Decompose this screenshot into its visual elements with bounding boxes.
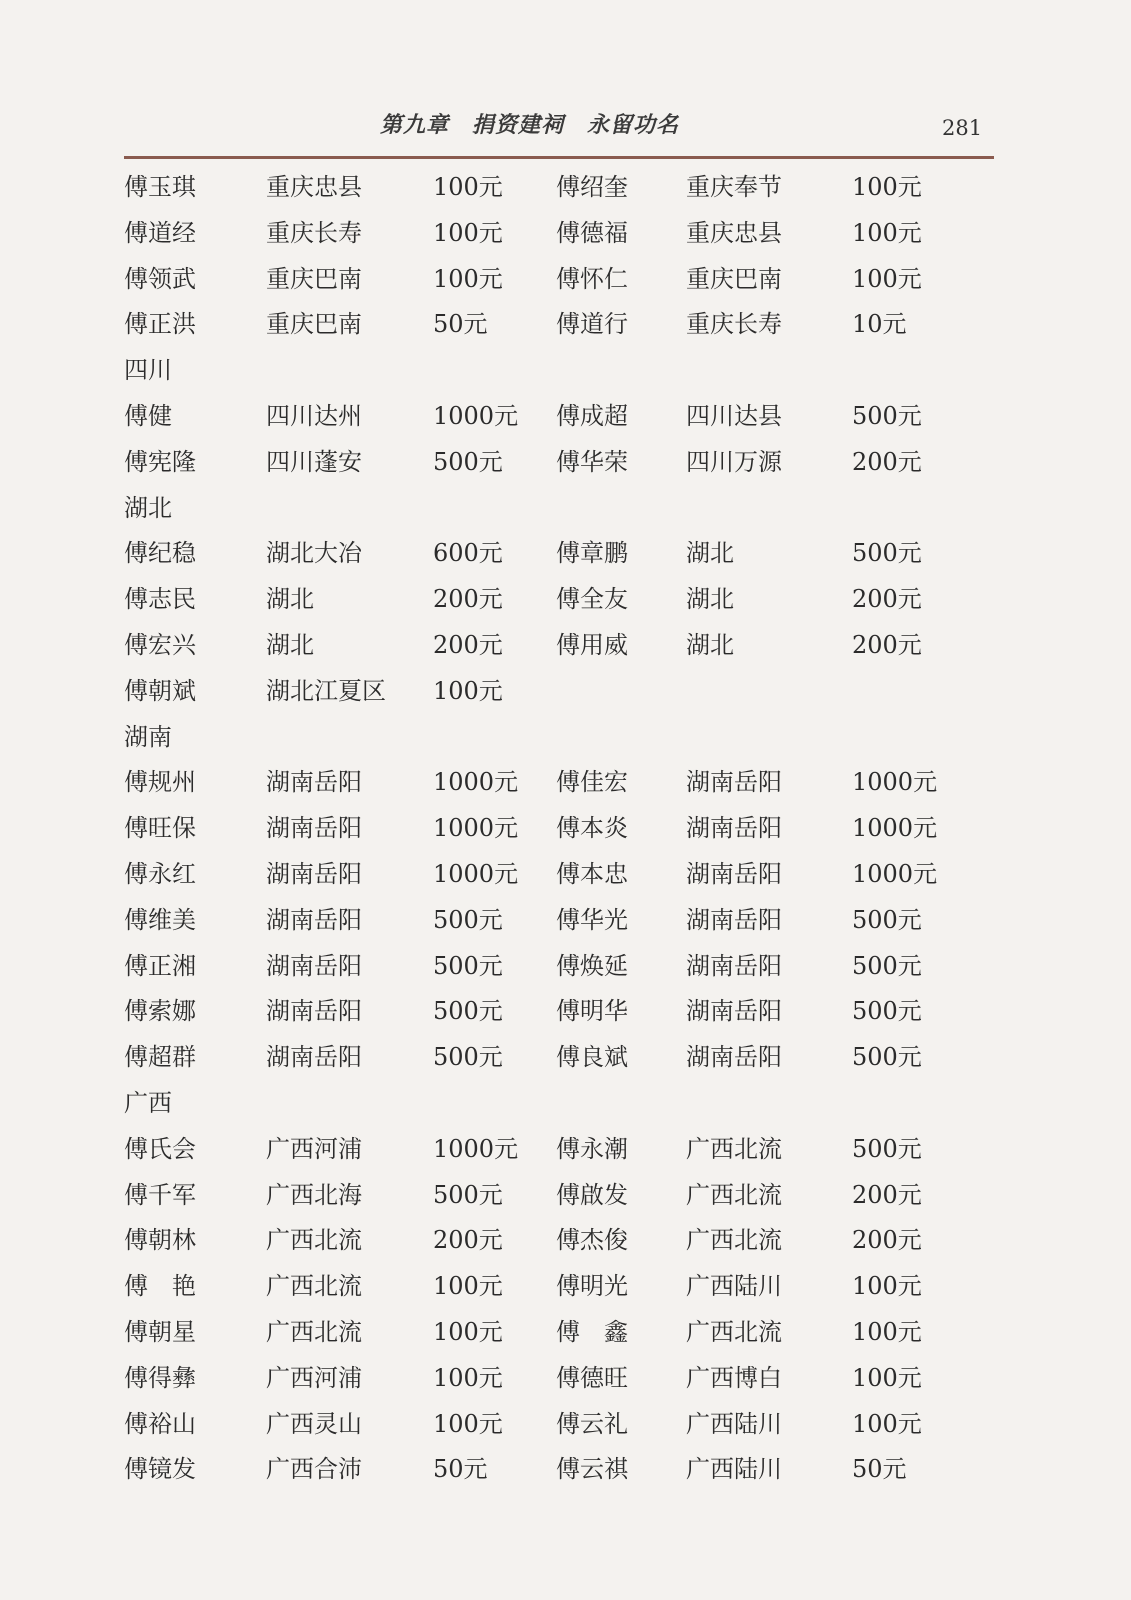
donor-name: 傅健	[124, 401, 172, 430]
donor-place: 重庆忠县	[686, 218, 782, 247]
donor-name: 傅裕山	[124, 1409, 196, 1438]
region-heading: 湖北	[124, 493, 172, 522]
donor-amount: 100元	[852, 1317, 922, 1346]
donor-amount: 100元	[433, 1272, 503, 1301]
donor-place: 四川达县	[686, 401, 782, 430]
region-heading-row	[124, 486, 984, 532]
running-header: 第九章 捐资建祠 永留功名	[380, 113, 680, 138]
page-number: 281	[942, 116, 983, 140]
donor-amount: 1000元	[433, 814, 519, 843]
donor-name: 傅宏兴	[124, 630, 196, 659]
donor-row	[124, 760, 984, 806]
donor-amount: 500元	[433, 1180, 503, 1209]
donor-place: 湖南岳阳	[686, 905, 782, 934]
donor-row	[124, 394, 984, 440]
donor-name: 傅焕延	[556, 951, 628, 980]
donor-name: 傅佳宏	[556, 768, 628, 797]
donor-row	[124, 302, 984, 348]
donor-place: 湖北	[266, 630, 314, 659]
donor-place: 广西陆川	[686, 1455, 782, 1484]
donor-amount: 200元	[433, 585, 503, 614]
donor-list	[124, 165, 984, 1493]
donor-place: 湖南岳阳	[266, 1043, 362, 1072]
donor-name: 傅得彝	[124, 1363, 196, 1392]
donor-name: 傅镜发	[124, 1455, 196, 1484]
donor-place: 湖北江夏区	[266, 676, 386, 705]
donor-amount: 500元	[433, 951, 503, 980]
header-rule	[124, 156, 994, 159]
donor-name: 傅千军	[124, 1180, 196, 1209]
donor-place: 湖南岳阳	[686, 859, 782, 888]
donor-name: 傅云礼	[556, 1409, 628, 1438]
donor-row	[124, 806, 984, 852]
donor-name: 傅纪稳	[124, 539, 196, 568]
donor-place: 广西北流	[266, 1226, 362, 1255]
donor-place: 湖北	[266, 585, 314, 614]
donor-place: 湖南岳阳	[266, 768, 362, 797]
donor-amount: 100元	[433, 1409, 503, 1438]
donor-place: 湖南岳阳	[266, 814, 362, 843]
donor-amount: 500元	[433, 997, 503, 1026]
donor-place: 重庆长寿	[686, 310, 782, 339]
donor-amount: 200元	[852, 1226, 922, 1255]
donor-place: 四川万源	[686, 447, 782, 476]
donor-place: 广西北海	[266, 1180, 362, 1209]
donor-name: 傅啟发	[556, 1180, 628, 1209]
donor-name: 傅维美	[124, 905, 196, 934]
donor-amount: 1000元	[433, 768, 519, 797]
donor-name: 傅永潮	[556, 1134, 628, 1163]
donor-name: 傅 艳	[124, 1272, 196, 1301]
donor-amount: 500元	[852, 951, 922, 980]
donor-name: 傅领武	[124, 264, 196, 293]
donor-place: 广西河浦	[266, 1363, 362, 1392]
donor-row	[124, 852, 984, 898]
donor-amount: 50元	[433, 310, 488, 339]
donor-amount: 50元	[852, 1455, 907, 1484]
donor-place: 广西陆川	[686, 1272, 782, 1301]
donor-amount: 500元	[852, 997, 922, 1026]
region-heading: 四川	[124, 356, 172, 385]
donor-amount: 200元	[852, 447, 922, 476]
donor-amount: 500元	[433, 447, 503, 476]
donor-amount: 500元	[852, 1043, 922, 1072]
donor-row	[124, 440, 984, 486]
donor-amount: 100元	[433, 264, 503, 293]
donor-amount: 500元	[852, 905, 922, 934]
donor-name: 傅用威	[556, 630, 628, 659]
donor-name: 傅旺保	[124, 814, 196, 843]
donor-place: 湖南岳阳	[686, 768, 782, 797]
donor-name: 傅朝星	[124, 1317, 196, 1346]
donor-row	[124, 1218, 984, 1264]
donor-place: 重庆长寿	[266, 218, 362, 247]
donor-name: 傅正洪	[124, 310, 196, 339]
donor-name: 傅玉琪	[124, 173, 196, 201]
donor-place: 广西北流	[266, 1272, 362, 1301]
donor-amount: 200元	[433, 630, 503, 659]
donor-row	[124, 623, 984, 669]
donor-place: 四川达州	[266, 401, 362, 430]
donor-amount: 1000元	[852, 814, 938, 843]
region-heading-row	[124, 1081, 984, 1127]
donor-amount: 50元	[433, 1455, 488, 1484]
donor-place: 湖南岳阳	[266, 997, 362, 1026]
donor-amount: 500元	[852, 401, 922, 430]
donor-amount: 200元	[852, 1180, 922, 1209]
donor-name: 傅良斌	[556, 1043, 628, 1072]
donor-place: 湖南岳阳	[266, 905, 362, 934]
donor-amount: 200元	[852, 630, 922, 659]
donor-amount: 100元	[852, 1409, 922, 1438]
donor-amount: 100元	[433, 676, 503, 705]
donor-place: 重庆奉节	[686, 173, 782, 201]
donor-amount: 200元	[433, 1226, 503, 1255]
donor-place: 广西北流	[686, 1180, 782, 1209]
donor-name: 傅正湘	[124, 951, 196, 980]
donor-row	[124, 898, 984, 944]
donor-place: 湖南岳阳	[686, 814, 782, 843]
donor-amount: 100元	[852, 173, 922, 201]
donor-row	[124, 577, 984, 623]
donor-name: 傅本炎	[556, 814, 628, 843]
donor-place: 湖南岳阳	[266, 859, 362, 888]
donor-amount: 1000元	[852, 859, 938, 888]
donor-amount: 100元	[433, 218, 503, 247]
donor-place: 广西河浦	[266, 1134, 362, 1163]
donor-place: 广西灵山	[266, 1409, 362, 1438]
donor-place: 四川蓬安	[266, 447, 362, 476]
region-heading: 湖南	[124, 722, 172, 751]
donor-name: 傅道经	[124, 218, 196, 247]
donor-place: 重庆巴南	[266, 310, 362, 339]
donor-place: 重庆巴南	[266, 264, 362, 293]
donor-row	[124, 944, 984, 990]
donor-name: 傅成超	[556, 401, 628, 430]
donor-row	[124, 531, 984, 577]
donor-place: 广西陆川	[686, 1409, 782, 1438]
donor-place: 重庆巴南	[686, 264, 782, 293]
donor-row	[124, 1264, 984, 1310]
donor-place: 广西合沛	[266, 1455, 362, 1484]
donor-place: 广西北流	[266, 1317, 362, 1346]
donor-amount: 100元	[852, 264, 922, 293]
donor-name: 傅氏会	[124, 1134, 196, 1163]
donor-amount: 500元	[852, 539, 922, 568]
donor-amount: 100元	[852, 1272, 922, 1301]
donor-row	[124, 1356, 984, 1402]
donor-row	[124, 1127, 984, 1173]
donor-row	[124, 1447, 984, 1493]
donor-place: 湖北	[686, 585, 734, 614]
donor-name: 傅德旺	[556, 1363, 628, 1392]
donor-place: 广西北流	[686, 1226, 782, 1255]
donor-name: 傅怀仁	[556, 264, 628, 293]
donor-row	[124, 165, 984, 211]
donor-place: 广西博白	[686, 1363, 782, 1392]
donor-name: 傅华荣	[556, 447, 628, 476]
donor-row	[124, 1173, 984, 1219]
donor-name: 傅索娜	[124, 997, 196, 1026]
donor-place: 湖北	[686, 539, 734, 568]
donor-row	[124, 989, 984, 1035]
donor-place: 湖南岳阳	[686, 951, 782, 980]
donor-amount: 100元	[852, 218, 922, 247]
donor-name: 傅云祺	[556, 1455, 628, 1484]
donor-name: 傅志民	[124, 585, 196, 614]
donor-name: 傅超群	[124, 1043, 196, 1072]
donor-name: 傅永红	[124, 859, 196, 888]
donor-amount: 1000元	[433, 1134, 519, 1163]
donor-name: 傅德福	[556, 218, 628, 247]
donor-name: 傅全友	[556, 585, 628, 614]
donor-amount: 1000元	[852, 768, 938, 797]
donor-place: 湖南岳阳	[686, 1043, 782, 1072]
donor-name: 傅朝林	[124, 1226, 196, 1255]
donor-place: 湖北	[686, 630, 734, 659]
donor-row	[124, 1402, 984, 1448]
donor-name: 傅规州	[124, 768, 196, 797]
donor-row	[124, 1310, 984, 1356]
donor-amount: 600元	[433, 539, 503, 568]
donor-place: 广西北流	[686, 1317, 782, 1346]
donor-amount: 200元	[852, 585, 922, 614]
region-heading: 广西	[124, 1088, 172, 1117]
donor-place: 湖南岳阳	[686, 997, 782, 1026]
donor-amount: 500元	[852, 1134, 922, 1163]
region-heading-row	[124, 348, 984, 394]
donor-name: 傅明华	[556, 997, 628, 1026]
donor-name: 傅本忠	[556, 859, 628, 888]
donor-name: 傅绍奎	[556, 173, 628, 201]
donor-amount: 100元	[433, 1317, 503, 1346]
donor-amount: 100元	[852, 1363, 922, 1392]
donor-amount: 1000元	[433, 859, 519, 888]
donor-place: 广西北流	[686, 1134, 782, 1163]
donor-name: 傅道行	[556, 310, 628, 339]
donor-place: 重庆忠县	[266, 173, 362, 201]
donor-name: 傅杰俊	[556, 1226, 628, 1255]
donor-place: 湖北大冶	[266, 539, 362, 568]
donor-row	[124, 1035, 984, 1081]
donor-amount: 500元	[433, 1043, 503, 1072]
donor-name: 傅章鹏	[556, 539, 628, 568]
donor-name: 傅宪隆	[124, 447, 196, 476]
donor-name: 傅明光	[556, 1272, 628, 1301]
donor-name: 傅 鑫	[556, 1317, 628, 1346]
donor-place: 湖南岳阳	[266, 951, 362, 980]
region-heading-row	[124, 715, 984, 761]
donor-amount: 500元	[433, 905, 503, 934]
donor-row	[124, 211, 984, 257]
donor-name: 傅朝斌	[124, 676, 196, 705]
donor-amount: 10元	[852, 310, 907, 339]
donor-amount: 100元	[433, 173, 503, 201]
donor-name: 傅华光	[556, 905, 628, 934]
donor-amount: 1000元	[433, 401, 519, 430]
donor-amount: 100元	[433, 1363, 503, 1392]
donor-row	[124, 257, 984, 303]
donor-row	[124, 669, 984, 715]
